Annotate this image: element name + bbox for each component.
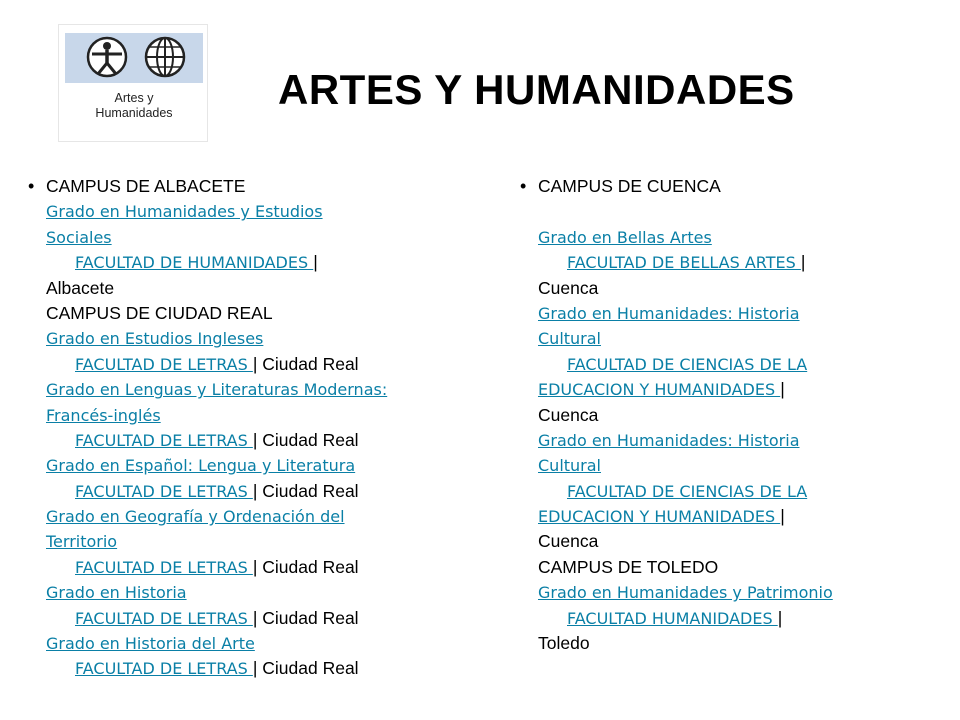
faculty-link[interactable]: FACULTAD DE CIENCIAS DE LA [567, 354, 808, 374]
location-text: | Ciudad Real [252, 429, 359, 450]
bullet-icon: • [520, 176, 527, 196]
faculty-link[interactable]: FACULTAD HUMANIDADES [567, 608, 778, 628]
degree-link[interactable]: Grado en Humanidades y Estudios [46, 202, 323, 222]
degree-line [46, 580, 486, 605]
faculty-line [538, 479, 958, 504]
degree-link[interactable]: Grado en Humanidades: Historia [538, 430, 800, 450]
degree-link[interactable]: Grado en Humanidades y Patrimonio [538, 583, 833, 603]
text-line: CAMPUS DE TOLEDO [538, 556, 719, 577]
degree-link[interactable]: Francés-inglés [46, 405, 161, 425]
logo-caption-line: Artes y [114, 91, 154, 105]
faculty-link[interactable]: FACULTAD DE LETRAS [75, 354, 253, 374]
logo-icons [65, 33, 203, 83]
text-line: Cuenca [538, 277, 599, 298]
faculty-link[interactable]: FACULTAD DE CIENCIAS DE LA [567, 481, 808, 501]
faculty-link[interactable]: FACULTAD DE LETRAS [75, 608, 253, 628]
logo-caption-line: Humanidades [95, 106, 173, 120]
faculty-link[interactable]: FACULTAD DE BELLAS ARTES [567, 253, 801, 273]
degree-link[interactable]: Grado en Historia del Arte [46, 634, 255, 654]
right-list [538, 174, 958, 656]
text-line: Albacete [46, 277, 115, 298]
location-text: | [800, 252, 806, 273]
location-text: | [777, 607, 783, 628]
degree-line [538, 301, 958, 326]
faculty-line [46, 479, 486, 504]
degree-line [46, 326, 486, 351]
faculty-link[interactable]: FACULTAD DE LETRAS [75, 430, 253, 450]
degree-link[interactable]: Grado en Bellas Artes [538, 227, 712, 247]
location-text: | Ciudad Real [252, 353, 359, 374]
faculty-line [538, 352, 958, 377]
bullet-icon: • [28, 176, 35, 196]
faculty-line [46, 352, 486, 377]
faculty-line [538, 504, 958, 529]
degree-line [46, 631, 486, 656]
degree-line [46, 377, 486, 402]
faculty-link[interactable]: FACULTAD DE HUMANIDADES [75, 253, 314, 273]
location-text: | Ciudad Real [252, 607, 359, 628]
degree-link[interactable]: Grado en Lenguas y Literaturas Modernas: [46, 380, 388, 400]
degree-link[interactable]: Grado en Estudios Ingleses [46, 329, 264, 349]
faculty-line [46, 428, 486, 453]
text-line: Cuenca [538, 531, 599, 552]
degree-link[interactable]: Grado en Humanidades: Historia [538, 303, 800, 323]
degree-line [46, 529, 486, 554]
faculty-link[interactable]: FACULTAD DE LETRAS [75, 659, 253, 679]
text-line: Cuenca [538, 404, 599, 425]
degree-line [538, 453, 958, 478]
location-text: | [780, 379, 785, 400]
faculty-line [538, 250, 958, 275]
degree-link[interactable]: Sociales [46, 227, 112, 247]
faculty-line [538, 377, 958, 402]
degree-link[interactable]: Cultural [538, 456, 601, 476]
logo-caption [59, 91, 209, 121]
degree-line [46, 225, 486, 250]
text-line: CAMPUS DE CUENCA [538, 176, 721, 196]
logo-band [65, 33, 203, 83]
vitruvian-man-icon [88, 38, 126, 76]
degree-link[interactable]: Grado en Geografía y Ordenación del [46, 507, 345, 527]
left-list [46, 174, 486, 682]
text-line: CAMPUS DE ALBACETE [46, 176, 246, 196]
degree-line [538, 428, 958, 453]
faculty-link[interactable]: FACULTAD DE LETRAS [75, 557, 253, 577]
location-text: | [313, 252, 318, 273]
degree-line [538, 580, 958, 605]
faculty-line [46, 656, 486, 681]
faculty-line [46, 606, 486, 631]
degree-line [46, 403, 486, 428]
degree-line [46, 453, 486, 478]
text-line: CAMPUS DE CIUDAD REAL [46, 302, 273, 323]
faculty-link[interactable]: FACULTAD DE LETRAS [75, 481, 253, 501]
faculty-line [46, 555, 486, 580]
location-text: | Ciudad Real [252, 480, 359, 501]
degree-line [538, 326, 958, 351]
degree-link[interactable]: Cultural [538, 329, 601, 349]
degree-link[interactable]: Territorio [46, 532, 118, 552]
degree-line [46, 504, 486, 529]
page-title: ARTES Y HUMANIDADES [278, 66, 795, 113]
logo [58, 24, 208, 142]
degree-line [538, 225, 958, 250]
faculty-link[interactable]: EDUCACION Y HUMANIDADES [538, 380, 781, 400]
faculty-line [538, 606, 958, 631]
degree-line [46, 199, 486, 224]
degree-link[interactable]: Grado en Historia [46, 583, 187, 603]
faculty-link[interactable]: EDUCACION Y HUMANIDADES [538, 507, 781, 527]
location-text: | [780, 506, 785, 527]
spacer [538, 199, 958, 224]
location-text: | Ciudad Real [252, 658, 359, 679]
faculty-line [46, 250, 486, 275]
location-text: | Ciudad Real [252, 556, 359, 577]
text-line: Toledo [538, 633, 590, 654]
globe-icon [146, 38, 184, 76]
degree-link[interactable]: Grado en Español: Lengua y Literatura [46, 456, 356, 476]
